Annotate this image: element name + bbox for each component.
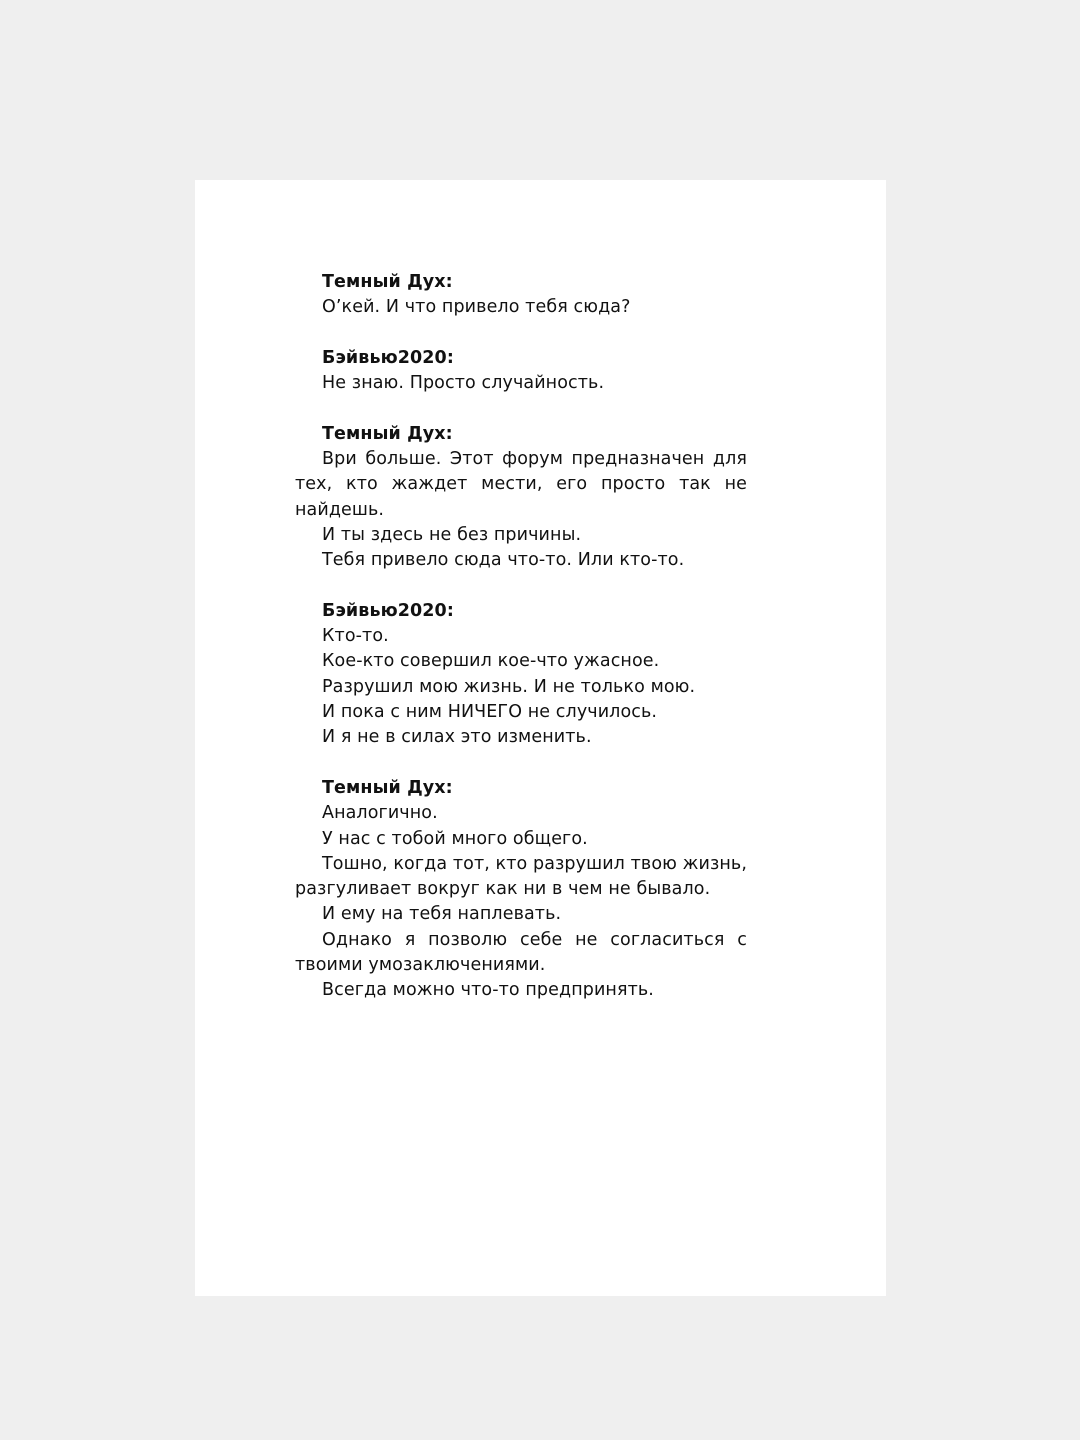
message-line: И ты здесь не без причины.: [322, 524, 582, 545]
message-line: Всегда можно что-то предпринять.: [322, 980, 654, 1001]
message-line: Тошно, когда тот, кто разрушил твою жизнь, разгуливает вокруг как ни в чем не бывало.: [295, 853, 748, 900]
dialogue-block: [295, 599, 747, 751]
speaker-name: Темный Дух:: [322, 423, 453, 444]
message-line: И я не в силах это изменить.: [322, 727, 592, 748]
message-line: У нас с тобой много общего.: [322, 828, 588, 849]
message-line: Кто-то.: [322, 626, 389, 647]
book-page: [195, 180, 886, 1296]
message-line: Не знаю. Просто случайность.: [322, 373, 605, 394]
speaker-name: Бэйвью2020:: [322, 600, 454, 621]
message-line: И пока с ним НИЧЕГО не случилось.: [322, 702, 658, 723]
speaker-name: Темный Дух:: [322, 272, 453, 292]
speaker-name: Темный Дух:: [322, 777, 453, 798]
speaker-name: Бэйвью2020:: [322, 347, 454, 368]
message-line: Однако я позволю себе не согласиться с твоими умозаключениями.: [295, 929, 747, 976]
message-line: Тебя привело сюда что-то. Или кто-то.: [322, 550, 685, 571]
message-line: О’кей. И что привело тебя сюда?: [322, 297, 631, 318]
message-line: Разрушил мою жизнь. И не только мою.: [322, 676, 696, 697]
message-line: Аналогично.: [322, 803, 438, 824]
message-line: Ври больше. Этот форум предназначен для тех, кто жаждет мести, его просто так не найдешь.: [295, 449, 747, 520]
dialogue-block: [295, 270, 747, 321]
dialogue-text: [295, 270, 747, 1029]
dialogue-block: [295, 346, 747, 397]
message-line: Кое-кто совершил кое-что ужасное.: [322, 651, 660, 672]
message-line: И ему на тебя наплевать.: [322, 904, 562, 925]
dialogue-block: [295, 422, 747, 574]
dialogue-block: [295, 776, 747, 1004]
